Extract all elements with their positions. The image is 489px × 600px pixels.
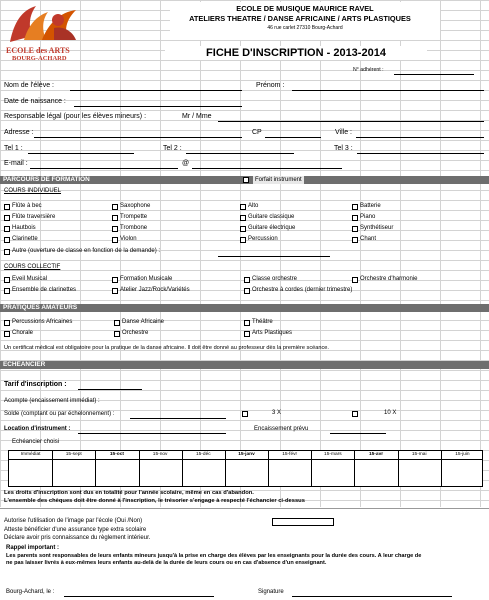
- echeance-15-dec-header: 15-déc: [195, 452, 211, 457]
- collectif-orchestre-a-cordes-dernier-trimestre-checkbox[interactable]: [244, 288, 250, 294]
- collectif-atelier-jazz-rock-varietes-checkbox[interactable]: [112, 288, 118, 294]
- tel2-field[interactable]: [186, 153, 294, 154]
- email-domain-field[interactable]: [192, 168, 342, 169]
- cp-field[interactable]: [265, 137, 321, 138]
- adherent-field[interactable]: [394, 74, 474, 75]
- lieu-date-field[interactable]: [64, 596, 214, 597]
- echeance-15-nov-cell[interactable]: [139, 460, 182, 487]
- solde-10x-checkbox[interactable]: [352, 411, 358, 417]
- cheques-note: [4, 498, 305, 504]
- cp-label: CP: [252, 129, 262, 136]
- tel1-label: Tel 1 :: [4, 145, 23, 152]
- image-consent-label: Autorise l'utilisation de l'image par l'école (Oui /Non): [4, 518, 143, 524]
- echeance-15-juin-cell[interactable]: [441, 460, 484, 487]
- individuel-chant-checkbox[interactable]: [352, 237, 358, 243]
- amateur-orchestre-label: Orchestre: [122, 330, 149, 336]
- individuel-batterie-checkbox[interactable]: [352, 204, 358, 210]
- individuel-piano-checkbox[interactable]: [352, 215, 358, 221]
- tel3-field[interactable]: [357, 153, 484, 154]
- tarif-field[interactable]: [78, 389, 142, 390]
- individuel-flute-traversiere-label: Flûte traversière: [12, 214, 56, 220]
- tarif-label: Tarif d'inscription :: [4, 381, 67, 388]
- solde-field[interactable]: [130, 418, 226, 419]
- ville-label: Ville :: [335, 129, 352, 136]
- lieu-date-label: Bourg-Achard, le :: [6, 589, 55, 595]
- cours-individuel-title: COURS INDIVIDUEL: [4, 188, 62, 194]
- solde-3x-label: 3 X: [272, 410, 282, 416]
- school-address: 46 rue carlet 27310 Bourg-Achard: [267, 25, 343, 31]
- acompte-label: Acompte (encaissement immédiat) :: [4, 398, 100, 404]
- individuel-trompette-checkbox[interactable]: [112, 215, 118, 221]
- echeance-15-fevr-cell[interactable]: [268, 460, 311, 487]
- cours-collectif-title: COURS COLLECTIF: [4, 264, 61, 270]
- tel3-label: Tel 3 :: [334, 145, 353, 152]
- certificat-note: Un certificat médical est obligatoire pour la pratique de la danse africaine. Il doit être donné au professeur dès la première scéance.: [4, 345, 329, 351]
- echeancier-table: [8, 450, 483, 487]
- echeance-immediat-cell[interactable]: [9, 460, 52, 487]
- amateur-orchestre-checkbox[interactable]: [114, 331, 120, 337]
- echeancier-choisi-label: Echéancier choisi: [12, 439, 60, 445]
- individuel-flute-a-bec-label: Flûte à bec: [12, 203, 42, 209]
- mr-mme-label: Mr / Mme: [182, 113, 212, 120]
- collectif-ensemble-de-clarinettes-checkbox[interactable]: [4, 288, 10, 294]
- naissance-field[interactable]: [74, 106, 242, 107]
- collectif-classe-orchestre-checkbox[interactable]: [244, 277, 250, 283]
- ville-field[interactable]: [356, 137, 484, 138]
- echeance-15-oct-cell[interactable]: [95, 460, 138, 487]
- amateur-chorale-label: Chorale: [12, 330, 34, 336]
- collectif-orchestre-a-cordes-dernier-trimestre-label: Orchestre à cordes (dernier trimestre): [252, 287, 353, 293]
- echeance-15-mai-cell[interactable]: [398, 460, 441, 487]
- tel1-field[interactable]: [28, 153, 134, 154]
- droits-note: Les droits d'inscription sont dus en totalité pour l'année scolaire, même en cas d'abandon.: [4, 490, 254, 496]
- school-logo: [2, 2, 94, 62]
- collectif-orchestre-d-harmonie-checkbox[interactable]: [352, 277, 358, 283]
- image-consent-field[interactable]: [272, 518, 334, 526]
- location-label: Location d'instrument :: [4, 426, 71, 432]
- parcours-bar: PARCOURS DE FORMATION: [0, 176, 489, 184]
- individuel-trombone-checkbox[interactable]: [112, 226, 118, 232]
- solde-3x-checkbox[interactable]: [242, 411, 248, 417]
- echeance-15-avr-cell[interactable]: [354, 460, 397, 487]
- amateur-theatre-checkbox[interactable]: [244, 320, 250, 326]
- individuel-violon-checkbox[interactable]: [112, 237, 118, 243]
- school-activities: ATELIERS THEATRE / DANSE AFRICAINE / ARTS PLASTIQUES: [189, 14, 411, 23]
- collectif-eveil-musical-checkbox[interactable]: [4, 277, 10, 283]
- echeance-immediat-header: Immédiat: [20, 452, 41, 457]
- collectif-formation-musicale-checkbox[interactable]: [112, 277, 118, 283]
- amateurs-bar: PRATIQUES AMATEURS: [0, 304, 489, 312]
- individuel-saxophone-checkbox[interactable]: [112, 204, 118, 210]
- email-field[interactable]: [30, 168, 178, 169]
- location-field[interactable]: [78, 433, 226, 434]
- echeance-15-janv-cell[interactable]: [225, 460, 268, 487]
- logo-line1: ECOLE des ARTS: [6, 46, 70, 55]
- adresse-field[interactable]: [34, 137, 242, 138]
- email-label: E-mail :: [4, 160, 28, 167]
- individuel-flute-traversiere-checkbox[interactable]: [4, 215, 10, 221]
- logo-graphic: [2, 2, 94, 46]
- echeance-15-dec-cell[interactable]: [182, 460, 225, 487]
- echeance-15-mai-header: 15-mai: [411, 452, 427, 457]
- individuel-saxophone-label: Saxophone: [120, 203, 151, 209]
- individuel-guitare-classique-checkbox[interactable]: [240, 215, 246, 221]
- echeance-15-nov-header: 15-nov: [152, 452, 168, 457]
- nom-label: Nom de l'élève :: [4, 82, 54, 89]
- signature-field[interactable]: [292, 596, 452, 597]
- rappel-text: Les parents sont responsables de leurs enfants mineurs jusqu'à la prise en charge des élèves par les enseignants pour la durée des cours. A leur charge de ne pas laisser livrés à eux-mêmes leurs enfants au-delà de la durée de leurs cours ou en cas d'absence d'un enseignant.: [6, 553, 422, 566]
- nom-field[interactable]: [70, 90, 242, 91]
- solde-10x-label: 10 X: [384, 410, 397, 416]
- collectif-atelier-jazz-rock-varietes-label: Atelier Jazz/Rock/Variétés: [120, 287, 190, 293]
- echeance-15-avr-header: 15-avr: [368, 452, 384, 457]
- responsable-label: Responsable légal (pour les élèves mineurs) :: [4, 113, 147, 120]
- individuel-percussion-label: Percussion: [248, 236, 278, 242]
- echeance-15-oct-header: 15-oct: [109, 452, 125, 457]
- encaissement-field[interactable]: [330, 433, 386, 434]
- individuel-clarinette-checkbox[interactable]: [4, 237, 10, 243]
- individuel-guitare-electrique-label: Guitare électrique: [248, 225, 296, 231]
- individuel-violon-label: Violon: [120, 236, 137, 242]
- echeance-15-fevr-header: 15-févr: [282, 452, 298, 457]
- collectif-orchestre-d-harmonie-label: Orchestre d'harmonie: [360, 276, 418, 282]
- forfait-checkbox[interactable]: [243, 177, 249, 183]
- individuel-percussion-checkbox[interactable]: [240, 237, 246, 243]
- amateur-theatre-label: Théâtre: [252, 319, 273, 325]
- amateur-danse-africaine-label: Danse Africaine: [122, 319, 165, 325]
- echeance-15-juin-header: 15-juin: [455, 452, 470, 457]
- at-sign: @: [182, 160, 190, 167]
- individuel-clarinette-label: Clarinette: [12, 236, 38, 242]
- echeancier-bar: ECHEANCIER: [0, 361, 489, 369]
- amateur-arts-plastiques-label: Arts Plastiques: [252, 330, 293, 336]
- amateur-percussions-africaines-checkbox[interactable]: [4, 320, 10, 326]
- individuel-guitare-classique-label: Guitare classique: [248, 214, 295, 220]
- amateur-arts-plastiques-checkbox[interactable]: [244, 331, 250, 337]
- tel2-label: Tel 2 :: [163, 145, 182, 152]
- individuel-hautbois-checkbox[interactable]: [4, 226, 10, 232]
- rappel-title: Rappel important :: [6, 545, 60, 551]
- school-name: ECOLE DE MUSIQUE MAURICE RAVEL: [236, 4, 374, 13]
- reglement-label: Déclare avoir pris connaissance du règlement intérieur.: [4, 535, 151, 541]
- amateur-percussions-africaines-label: Percussions Africaines: [12, 319, 73, 325]
- amateur-danse-africaine-checkbox[interactable]: [114, 320, 120, 326]
- adresse-label: Adresse :: [4, 129, 34, 136]
- collectif-formation-musicale-label: Formation Musicale: [120, 276, 173, 282]
- autre-checkbox[interactable]: [4, 249, 10, 255]
- echeance-15-sept-cell[interactable]: [52, 460, 95, 487]
- individuel-trombone-label: Trombone: [120, 225, 148, 231]
- assurance-label: Atteste bénéficier d'une assurance type extra scolaire: [4, 527, 147, 533]
- echeance-15-janv-header: 15-janv: [238, 452, 255, 457]
- amateur-chorale-checkbox[interactable]: [4, 331, 10, 337]
- collectif-eveil-musical-label: Eveil Musical: [12, 276, 48, 282]
- individuel-hautbois-label: Hautbois: [12, 225, 36, 231]
- adherent-label: N° adhérent :: [353, 67, 384, 73]
- individuel-piano-label: Piano: [360, 214, 376, 220]
- individuel-flute-a-bec-checkbox[interactable]: [4, 204, 10, 210]
- prenom-label: Prénom :: [256, 82, 285, 89]
- responsable-field[interactable]: [218, 121, 484, 122]
- naissance-label: Date de naissance :: [4, 98, 66, 105]
- prenom-field[interactable]: [292, 90, 484, 91]
- individuel-alto-label: Alto: [248, 203, 259, 209]
- collectif-ensemble-de-clarinettes-label: Ensemble de clarinettes: [12, 287, 77, 293]
- cheques-note-text: L'ensemble des chèques doit être donné à l'inscription, le trésorier s'engage à respecté l'échancier ci-dessus: [4, 498, 305, 504]
- individuel-synthetiseur-label: Synthétiseur: [360, 225, 394, 231]
- individuel-trompette-label: Trompette: [120, 214, 148, 220]
- solde-label: Solde (comptant ou par échelonnement) :: [4, 411, 115, 417]
- collectif-classe-orchestre-label: Classe orchestre: [252, 276, 298, 282]
- echeance-15-mars-cell[interactable]: [311, 460, 354, 487]
- individuel-alto-checkbox[interactable]: [240, 204, 246, 210]
- encaissement-label: Encaissement prévu: [254, 426, 309, 432]
- individuel-synthetiseur-checkbox[interactable]: [352, 226, 358, 232]
- individuel-guitare-electrique-checkbox[interactable]: [240, 226, 246, 232]
- echeance-15-sept-header: 15-sept: [65, 452, 82, 457]
- form-title: FICHE D'INSCRIPTION - 2013-2014: [206, 47, 386, 59]
- individuel-batterie-label: Batterie: [360, 203, 381, 209]
- logo-line2: BOURG-ACHARD: [12, 55, 67, 62]
- autre-field[interactable]: [218, 256, 330, 257]
- echeance-15-mars-header: 15-mars: [324, 452, 342, 457]
- forfait-label: Forfait instrument: [255, 177, 302, 183]
- signature-label: Signature: [258, 589, 284, 595]
- individuel-chant-label: Chant: [360, 236, 377, 242]
- autre-label: Autre (ouverture de classe en fonction de la demande) :: [12, 248, 161, 254]
